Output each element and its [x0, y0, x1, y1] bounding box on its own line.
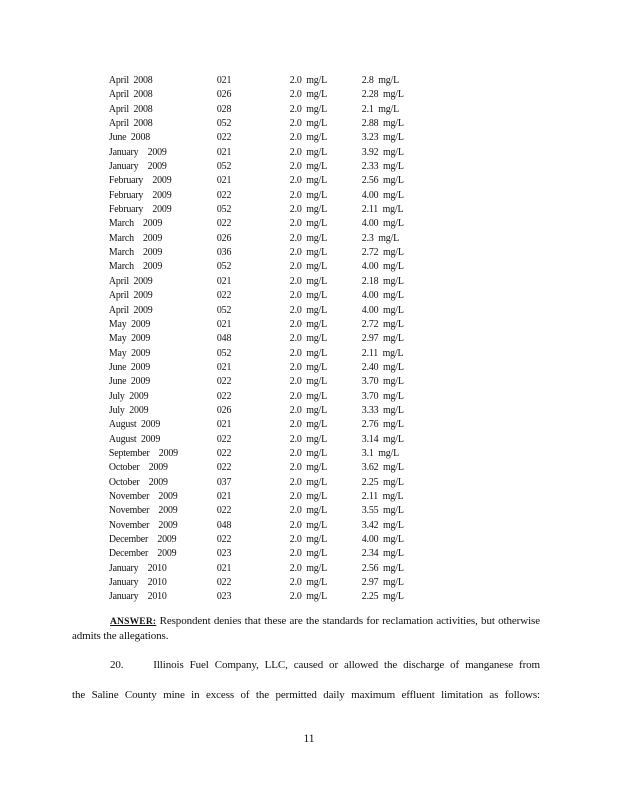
row-date: January 2009	[108, 145, 167, 158]
table-row	[0, 116, 556, 130]
row-date: March 2009	[108, 217, 163, 230]
row-limit: 2.0 mg/L	[289, 475, 327, 488]
row-date: April 2009	[108, 274, 153, 287]
row-limit: 2.0 mg/L	[289, 88, 327, 101]
row-value: 2.3 mg/L	[361, 231, 399, 244]
row-outfall: 022	[216, 375, 232, 388]
violations-table	[0, 73, 618, 604]
table-row	[0, 475, 556, 489]
table-row	[0, 259, 556, 273]
row-date: March 2009	[108, 260, 163, 273]
row-limit: 2.0 mg/L	[289, 188, 327, 201]
table-row	[0, 173, 556, 187]
row-value: 4.00 mg/L	[361, 533, 404, 545]
row-date: April 2008	[108, 117, 153, 130]
row-value: 3.55 mg/L	[361, 504, 404, 517]
row-limit: 2.0 mg/L	[289, 533, 327, 545]
row-date: April 2008	[108, 74, 153, 86]
row-date: July 2009	[108, 403, 149, 416]
row-value: 2.11 mg/L	[361, 346, 404, 359]
row-outfall: 022	[216, 446, 232, 459]
row-limit: 2.0 mg/L	[289, 117, 327, 130]
table-row	[0, 360, 556, 374]
row-outfall: 052	[216, 260, 232, 273]
row-outfall: 022	[216, 289, 232, 302]
table-row	[0, 460, 556, 474]
row-limit: 2.0 mg/L	[289, 360, 327, 373]
row-date: August 2009	[108, 418, 161, 431]
row-limit: 2.0 mg/L	[289, 260, 327, 273]
row-value: 2.11 mg/L	[361, 203, 404, 216]
row-value: 2.56 mg/L	[361, 561, 404, 574]
row-date: May 2009	[108, 346, 151, 359]
row-date: March 2009	[108, 231, 163, 244]
table-row	[0, 87, 556, 101]
row-outfall: 022	[216, 576, 232, 589]
row-value: 2.8 mg/L	[361, 74, 399, 86]
row-limit: 2.0 mg/L	[289, 418, 327, 431]
row-outfall: 026	[216, 403, 232, 416]
table-row	[0, 403, 556, 417]
table-row	[0, 389, 556, 403]
paragraph-20	[72, 658, 540, 672]
row-outfall: 026	[216, 88, 232, 101]
row-outfall: 021	[216, 489, 232, 502]
row-value: 3.70 mg/L	[361, 389, 404, 402]
row-value: 3.33 mg/L	[361, 403, 404, 416]
row-limit: 2.0 mg/L	[289, 518, 327, 531]
paragraph-20-text-line-2: the Saline County mine in excess of the permitted daily maximum effluent limitation as follows:	[72, 689, 540, 701]
row-outfall: 052	[216, 160, 232, 173]
row-limit: 2.0 mg/L	[289, 346, 327, 359]
row-value: 2.11 mg/L	[361, 489, 404, 502]
table-row	[0, 561, 556, 575]
row-date: November 2009	[108, 504, 178, 517]
table-row	[0, 188, 556, 202]
paragraph-number: 20.	[110, 659, 124, 671]
row-date: August 2009	[108, 432, 161, 445]
row-outfall: 026	[216, 231, 232, 244]
row-outfall: 022	[216, 131, 232, 144]
table-row	[0, 102, 556, 116]
row-limit: 2.0 mg/L	[289, 217, 327, 230]
table-row	[0, 518, 556, 532]
row-value: 2.76 mg/L	[361, 418, 404, 431]
row-outfall: 052	[216, 203, 232, 216]
table-row	[0, 346, 556, 360]
row-outfall: 037	[216, 475, 232, 488]
row-limit: 2.0 mg/L	[289, 547, 327, 560]
row-date: December 2009	[108, 533, 177, 545]
row-value: 2.18 mg/L	[361, 274, 404, 287]
row-value: 3.1 mg/L	[361, 446, 399, 459]
table-row	[0, 202, 556, 216]
row-limit: 2.0 mg/L	[289, 446, 327, 459]
table-row	[0, 274, 556, 288]
row-date: January 2010	[108, 590, 167, 603]
row-limit: 2.0 mg/L	[289, 432, 327, 445]
row-date: June 2008	[108, 131, 151, 144]
row-outfall: 022	[216, 461, 232, 474]
row-value: 2.72 mg/L	[361, 317, 404, 330]
table-row	[0, 145, 556, 159]
row-outfall: 048	[216, 518, 232, 531]
table-row	[0, 546, 556, 560]
row-outfall: 036	[216, 246, 232, 259]
table-row	[0, 446, 556, 460]
row-value: 4.00 mg/L	[361, 217, 404, 230]
table-row	[0, 159, 556, 173]
row-limit: 2.0 mg/L	[289, 74, 327, 86]
row-outfall: 021	[216, 561, 232, 574]
row-outfall: 022	[216, 217, 232, 230]
row-date: February 2009	[108, 188, 172, 201]
row-value: 3.70 mg/L	[361, 375, 404, 388]
table-row	[0, 216, 556, 230]
row-limit: 2.0 mg/L	[289, 145, 327, 158]
row-value: 2.33 mg/L	[361, 160, 404, 173]
row-date: October 2009	[108, 475, 168, 488]
table-row	[0, 575, 556, 589]
row-limit: 2.0 mg/L	[289, 246, 327, 259]
table-row	[0, 432, 556, 446]
table-row	[0, 331, 556, 345]
table-row	[0, 73, 556, 87]
row-date: May 2009	[108, 332, 151, 345]
table-row	[0, 130, 556, 144]
row-value: 4.00 mg/L	[361, 289, 404, 302]
answer-label: ANSWER:	[110, 617, 157, 627]
row-limit: 2.0 mg/L	[289, 561, 327, 574]
row-date: January 2009	[108, 160, 167, 173]
row-date: December 2009	[108, 547, 177, 560]
row-value: 2.1 mg/L	[361, 102, 399, 115]
row-date: November 2009	[108, 489, 178, 502]
row-date: April 2009	[108, 303, 153, 316]
row-date: November 2009	[108, 518, 178, 531]
row-date: June 2009	[108, 360, 151, 373]
row-outfall: 021	[216, 360, 232, 373]
table-row	[0, 288, 556, 302]
row-date: February 2009	[108, 174, 172, 187]
row-value: 3.92 mg/L	[361, 145, 404, 158]
row-limit: 2.0 mg/L	[289, 274, 327, 287]
row-value: 2.25 mg/L	[361, 475, 404, 488]
row-value: 2.97 mg/L	[361, 332, 404, 345]
table-row	[0, 489, 556, 503]
row-limit: 2.0 mg/L	[289, 389, 327, 402]
table-row	[0, 589, 556, 603]
page-number: 11	[303, 733, 315, 745]
row-value: 2.40 mg/L	[361, 360, 404, 373]
row-limit: 2.0 mg/L	[289, 590, 327, 603]
table-row	[0, 532, 556, 546]
table-row	[0, 317, 556, 331]
row-value: 2.56 mg/L	[361, 174, 404, 187]
answer-text: Respondent denies that these are the standards for reclamation activities, but otherwise admits the allegations.	[72, 615, 540, 642]
row-outfall: 021	[216, 74, 232, 86]
row-limit: 2.0 mg/L	[289, 489, 327, 502]
row-limit: 2.0 mg/L	[289, 131, 327, 144]
row-outfall: 021	[216, 418, 232, 431]
row-value: 2.28 mg/L	[361, 88, 404, 101]
paragraph-20-text: Illinois Fuel Company, LLC, caused or allowed the discharge of manganese from	[153, 659, 540, 671]
row-value: 4.00 mg/L	[361, 260, 404, 273]
table-row	[0, 303, 556, 317]
row-outfall: 022	[216, 389, 232, 402]
row-outfall: 021	[216, 145, 232, 158]
row-value: 2.97 mg/L	[361, 576, 404, 589]
row-value: 3.23 mg/L	[361, 131, 404, 144]
row-outfall: 028	[216, 102, 232, 115]
table-row	[0, 503, 556, 517]
row-outfall: 022	[216, 504, 232, 517]
row-limit: 2.0 mg/L	[289, 203, 327, 216]
row-value: 4.00 mg/L	[361, 303, 404, 316]
row-outfall: 052	[216, 303, 232, 316]
row-limit: 2.0 mg/L	[289, 174, 327, 187]
row-limit: 2.0 mg/L	[289, 303, 327, 316]
row-date: April 2008	[108, 102, 153, 115]
answer-paragraph	[72, 614, 540, 643]
row-outfall: 052	[216, 117, 232, 130]
row-outfall: 021	[216, 174, 232, 187]
row-limit: 2.0 mg/L	[289, 160, 327, 173]
row-outfall: 048	[216, 332, 232, 345]
row-outfall: 021	[216, 317, 232, 330]
row-outfall: 022	[216, 432, 232, 445]
row-date: April 2008	[108, 88, 153, 101]
row-outfall: 022	[216, 533, 232, 545]
row-value: 4.00 mg/L	[361, 188, 404, 201]
row-date: January 2010	[108, 576, 167, 589]
row-date: February 2009	[108, 203, 172, 216]
row-limit: 2.0 mg/L	[289, 332, 327, 345]
row-date: September 2009	[108, 446, 178, 459]
row-limit: 2.0 mg/L	[289, 289, 327, 302]
table-row	[0, 374, 556, 388]
row-limit: 2.0 mg/L	[289, 461, 327, 474]
row-date: June 2009	[108, 375, 151, 388]
row-limit: 2.0 mg/L	[289, 504, 327, 517]
table-row	[0, 417, 556, 431]
row-date: January 2010	[108, 561, 167, 574]
row-value: 2.88 mg/L	[361, 117, 404, 130]
row-limit: 2.0 mg/L	[289, 231, 327, 244]
row-value: 3.62 mg/L	[361, 461, 404, 474]
row-value: 2.25 mg/L	[361, 590, 404, 603]
table-row	[0, 231, 556, 245]
row-outfall: 023	[216, 590, 232, 603]
row-outfall: 022	[216, 188, 232, 201]
table-row	[0, 245, 556, 259]
row-limit: 2.0 mg/L	[289, 317, 327, 330]
row-value: 3.42 mg/L	[361, 518, 404, 531]
row-date: April 2009	[108, 289, 153, 302]
paragraph-20-line-2	[72, 688, 540, 702]
row-limit: 2.0 mg/L	[289, 102, 327, 115]
row-date: March 2009	[108, 246, 163, 259]
row-date: July 2009	[108, 389, 149, 402]
row-value: 2.34 mg/L	[361, 547, 404, 560]
row-outfall: 021	[216, 274, 232, 287]
row-outfall: 052	[216, 346, 232, 359]
row-value: 2.72 mg/L	[361, 246, 404, 259]
row-limit: 2.0 mg/L	[289, 375, 327, 388]
row-date: May 2009	[108, 317, 151, 330]
row-limit: 2.0 mg/L	[289, 403, 327, 416]
row-outfall: 023	[216, 547, 232, 560]
row-date: October 2009	[108, 461, 168, 474]
row-value: 3.14 mg/L	[361, 432, 404, 445]
row-limit: 2.0 mg/L	[289, 576, 327, 589]
